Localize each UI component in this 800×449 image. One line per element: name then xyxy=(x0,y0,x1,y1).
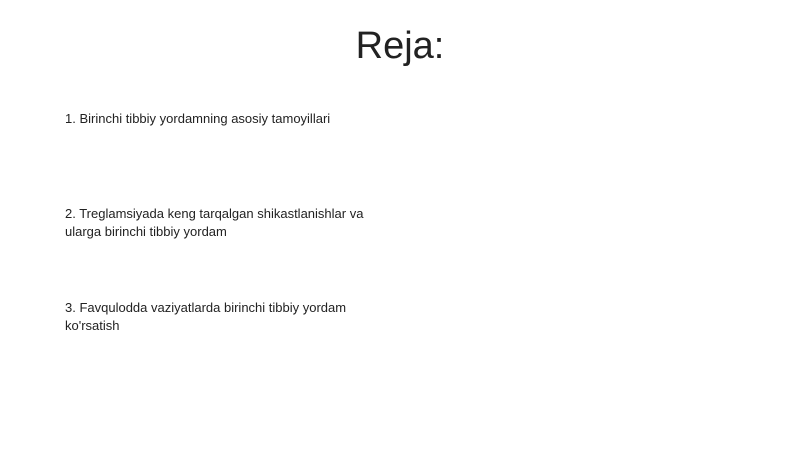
plan-item-3: 3. Favqulodda vaziyatlarda birinchi tibbiy yordam ko'rsatish xyxy=(65,300,347,333)
slide-title: Reja: xyxy=(355,25,445,67)
plan-item-2: 2. Treglamsiyada keng tarqalgan shikastlanishlar va ularga birinchi tibbiy yordam xyxy=(65,206,364,239)
plan-item-1: 1. Birinchi tibbiy yordamning asosiy tamoyillari xyxy=(65,111,331,126)
